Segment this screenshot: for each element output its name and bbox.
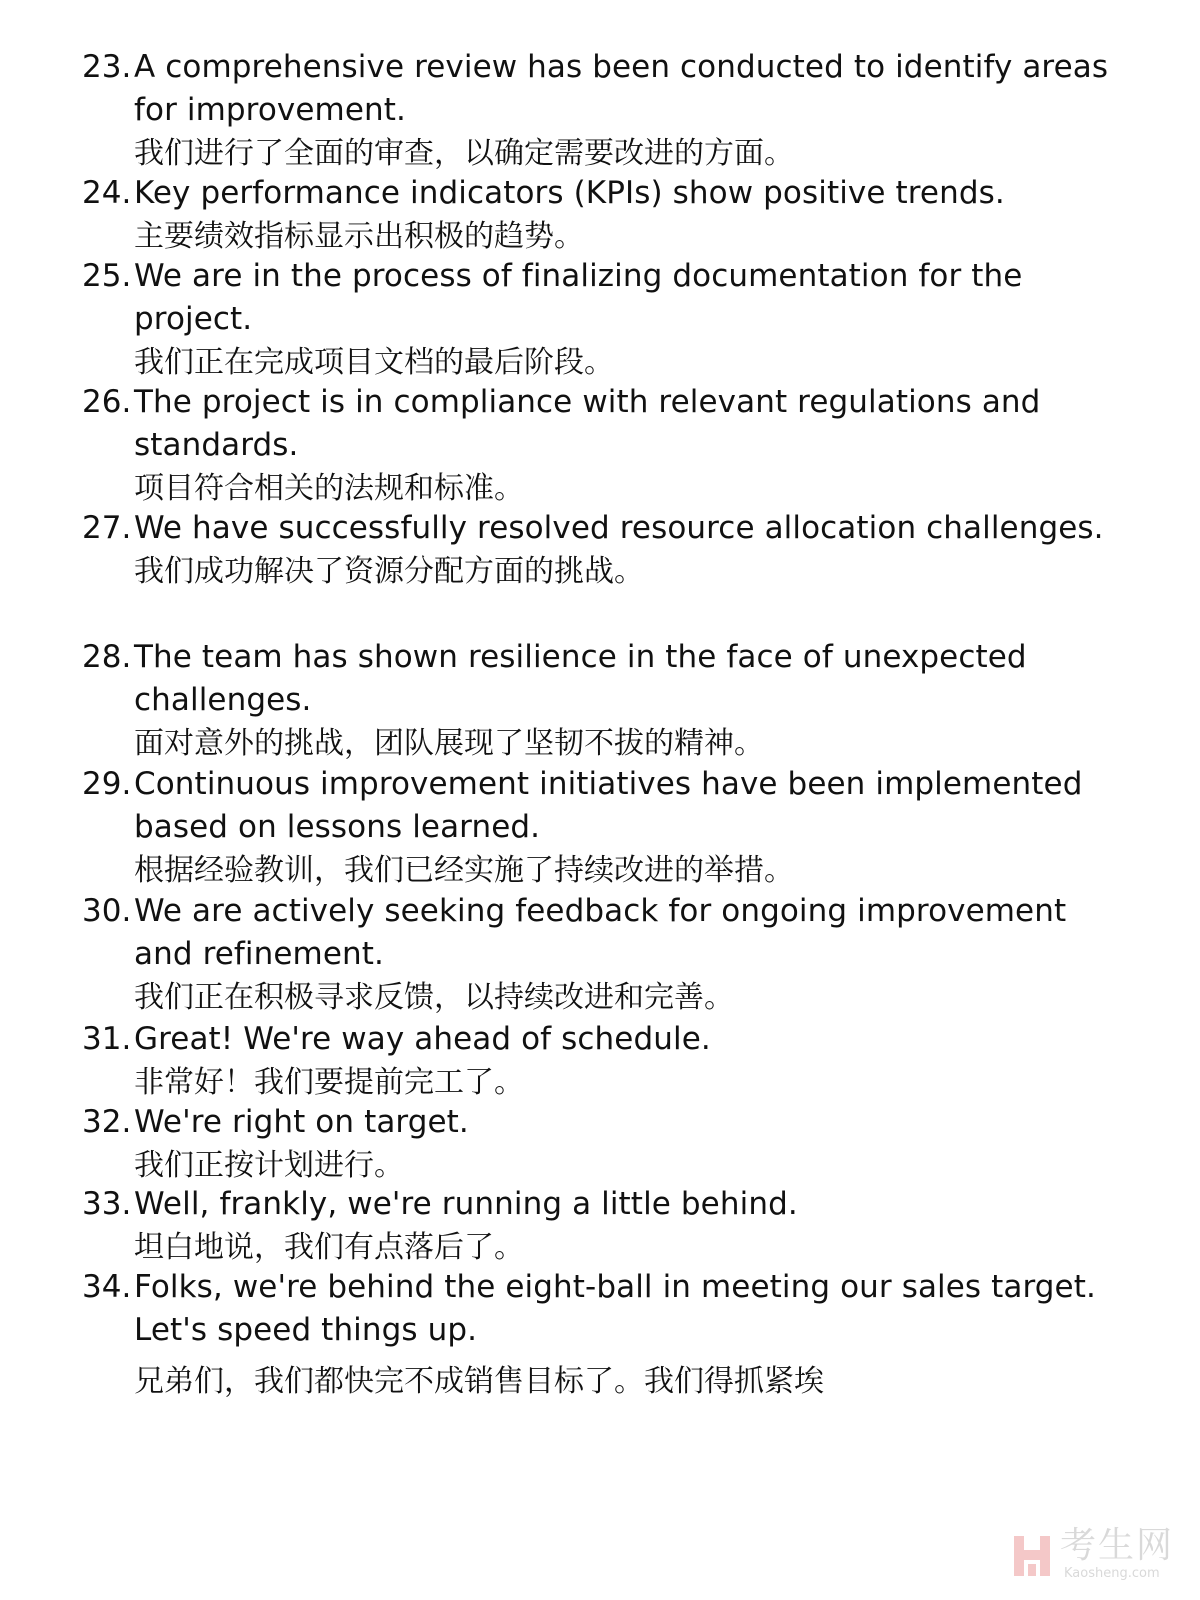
list-item [82,255,1122,384]
item-chinese: 我们正在完成项目文档的最后阶段。 [134,345,614,380]
item-chinese: 兄弟们，我们都快完不成销售目标了。我们得抓紧埃 [134,1364,824,1399]
list-item [82,890,1122,1019]
item-number: 29. [82,766,132,802]
item-number: 23. [82,49,132,85]
list-item [82,1183,1122,1269]
list-item [82,46,1122,175]
list-item [82,172,1122,258]
list-item [82,1018,1122,1104]
item-number: 31. [82,1021,132,1057]
item-english: Great! We're way ahead of schedule. [134,1021,711,1057]
item-chinese: 项目符合相关的法规和标准。 [134,471,524,506]
item-chinese: 主要绩效指标显示出积极的趋势。 [134,219,584,254]
list-item [82,763,1122,892]
item-number: 34. [82,1269,132,1305]
list-item [82,1266,1122,1403]
item-chinese: 我们正按计划进行。 [134,1148,404,1183]
watermark-text: 考生网 [1060,1525,1175,1566]
watermark [1012,1522,1192,1592]
item-number: 32. [82,1104,132,1140]
item-number: 27. [82,510,132,546]
item-english: Well, frankly, we're running a little behind. [134,1186,798,1222]
item-chinese: 根据经验教训，我们已经实施了持续改进的举措。 [134,853,794,888]
item-chinese: 坦白地说，我们有点落后了。 [134,1230,524,1265]
item-number: 24. [82,175,132,211]
list-item [82,381,1122,510]
item-chinese: 我们正在积极寻求反馈，以持续改进和完善。 [134,980,734,1015]
item-number: 25. [82,258,132,294]
item-chinese: 我们进行了全面的审查，以确定需要改进的方面。 [134,136,794,171]
kaosheng-logo-icon [1012,1532,1052,1580]
item-english: The team has shown resilience in the face of unexpected challenges. [134,639,1027,718]
item-english: A comprehensive review has been conducted to identify areas for improvement. [134,49,1109,128]
item-number: 28. [82,639,132,675]
item-english: We are actively seeking feedback for ongoing improvement and refinement. [134,893,1067,972]
item-english: Continuous improvement initiatives have been implemented based on lessons learned. [134,766,1083,845]
list-item [82,636,1122,765]
watermark-subtext: Kaosheng.com [1064,1566,1160,1581]
item-english: We are in the process of finalizing documentation for the project. [134,258,1023,337]
item-number: 26. [82,384,132,420]
item-english: Key performance indicators (KPIs) show positive trends. [134,175,1005,211]
list-item [82,1101,1122,1187]
list-item [82,507,1122,593]
item-number: 33. [82,1186,132,1222]
item-chinese: 面对意外的挑战，团队展现了坚韧不拔的精神。 [134,726,764,761]
item-english: The project is in compliance with relevant regulations and standards. [134,384,1041,463]
item-chinese: 我们成功解决了资源分配方面的挑战。 [134,554,644,589]
item-number: 30. [82,893,132,929]
item-english: Folks, we're behind the eight-ball in meeting our sales target. Let's speed things up. [134,1269,1096,1348]
item-english: We have successfully resolved resource allocation challenges. [134,510,1104,546]
item-english: We're right on target. [134,1104,469,1140]
item-chinese: 非常好！我们要提前完工了。 [134,1065,524,1100]
